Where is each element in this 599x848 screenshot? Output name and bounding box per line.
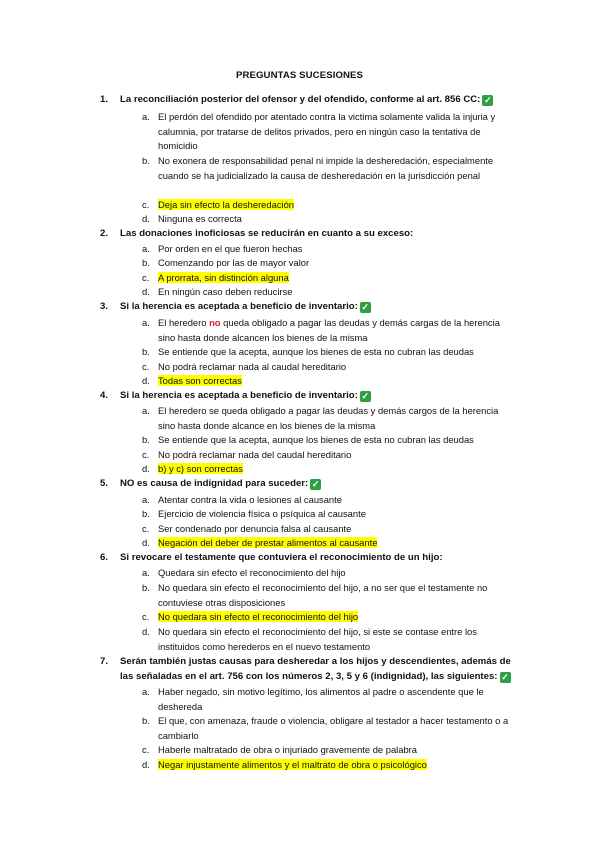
option-text-highlighted: b) y c) son correctas (158, 463, 243, 474)
option-letter: d. (142, 286, 150, 297)
option-letter: d. (142, 375, 150, 386)
option-5d (142, 536, 516, 551)
option-letter: d. (142, 537, 150, 548)
option-letter: a. (142, 494, 150, 505)
option-7a (142, 685, 516, 714)
option-text: Ser condenado por denuncia falsa al causante (158, 523, 352, 534)
option-4b (142, 433, 516, 448)
check-mark-icon: ✓ (501, 671, 509, 682)
question-number: 1. (100, 94, 109, 105)
option-2d (142, 285, 516, 300)
option-letter: b. (142, 715, 150, 726)
option-3b (142, 345, 516, 360)
option-text: Comenzando por las de mayor valor (158, 257, 310, 268)
option-2b (142, 256, 516, 271)
option-letter: b. (142, 508, 150, 519)
option-text: queda obligado a pagar las deudas y demás cargas de la herencia sino hasta donde alcancen los bienes de la misma (158, 317, 500, 343)
option-text: Haber negado, sin motivo legítimo, los alimentos al padre o ascendente que le deshereda (158, 686, 484, 712)
option-letter: b. (142, 155, 150, 166)
option-text-highlighted: Todas son correctas (158, 375, 242, 386)
option-letter: b. (142, 257, 150, 268)
option-1b (142, 154, 516, 183)
option-text-highlighted: Deja sin efecto la desheredación (158, 199, 295, 210)
question-number: 4. (100, 390, 109, 401)
option-letter: c. (142, 199, 150, 210)
option-3c (142, 360, 516, 375)
option-letter: c. (142, 611, 150, 622)
option-letter: a. (142, 243, 150, 254)
option-3a (142, 316, 516, 345)
option-text: No exonera de responsabilidad penal ni impide la desheredación, especialmente cuando se ha judicializado la causa de desheredación en la jurisdicción penal (158, 155, 494, 181)
question-2 (100, 227, 520, 242)
check-mark-icon: ✓ (361, 391, 370, 401)
option-letter: a. (142, 405, 150, 416)
question-number: 5. (100, 478, 109, 489)
option-5b (142, 507, 516, 522)
option-4d (142, 462, 516, 477)
option-1a (142, 110, 516, 154)
option-1d (142, 212, 516, 227)
check-mark-icon: ✓ (484, 95, 492, 105)
option-text: No quedara sin efecto el reconocimiento del hijo, si este se contase entre los instituidos como herederos en el nuevo testamento (158, 626, 477, 652)
question-number: 6. (100, 552, 109, 563)
option-letter: c. (142, 744, 150, 755)
option-letter: d. (142, 463, 150, 474)
option-text-highlighted: No quedara sin efecto el reconocimiento del hijo (158, 611, 359, 622)
option-6c (142, 610, 516, 625)
question-1 (100, 93, 520, 108)
option-text: Quedara sin efecto el reconocimiento del hijo (158, 567, 346, 578)
question-text: Si la herencia es aceptada a beneficio de inventario: (120, 390, 358, 401)
option-5c (142, 522, 516, 537)
option-text: El heredero se queda obligado a pagar las deudas y demás cargos de la herencia sino hasta donde alcance en los bienes de la misma (158, 405, 499, 431)
question-text: Si la herencia es aceptada a beneficio de inventario: (120, 301, 358, 312)
option-letter: d. (142, 626, 150, 637)
option-3d (142, 374, 516, 389)
option-letter: c. (142, 523, 150, 534)
question-text: Las donaciones inoficiosas se reducirán en cuanto a su exceso: (120, 228, 414, 239)
check-mark-icon: ✓ (361, 302, 370, 312)
question-number: 7. (100, 656, 109, 667)
question-number: 3. (100, 301, 109, 312)
option-text: Ejercicio de violencia física o psíquica al causante (158, 508, 366, 519)
question-text: NO es causa de indignidad para suceder: (120, 478, 309, 489)
option-letter: a. (142, 686, 150, 697)
option-letter: d. (142, 759, 150, 770)
option-letter: d. (142, 213, 150, 224)
option-letter: b. (142, 346, 150, 357)
question-6 (100, 551, 520, 566)
option-2c (142, 271, 516, 286)
option-text-highlighted: Negar injustamente alimentos y el maltrato de obra o psicológico (158, 759, 427, 770)
option-text: En ningún caso deben reducirse (158, 286, 293, 297)
option-text: No quedara sin efecto el reconocimiento del hijo, a no ser que el testamente no contuviese otras disposiciones (158, 582, 488, 608)
option-7d (142, 758, 516, 773)
option-text-red: no (209, 317, 221, 328)
option-6a (142, 566, 516, 581)
question-3 (100, 300, 520, 315)
check-mark-icon: ✓ (311, 479, 320, 489)
question-7 (100, 655, 525, 684)
question-5 (100, 477, 520, 492)
option-letter: b. (142, 434, 150, 445)
option-5a (142, 493, 516, 508)
option-text-highlighted: Negación del deber de prestar alimentos al causante (158, 537, 378, 548)
option-letter: a. (142, 567, 150, 578)
option-4a (142, 404, 516, 433)
option-6b (142, 581, 516, 610)
option-letter: c. (142, 272, 150, 283)
option-text: Se entiende que la acepta, aunque los bienes de esta no cubran las deudas (158, 434, 474, 445)
question-text: Serán también justas causas para desheredar a los hijos y descendientes, además de las señaladas en el art. 756 con los números 2, 3, 5 y 6 (indignidad), las siguientes: (120, 656, 511, 682)
option-text: Se entiende que la acepta, aunque los bienes de esta no cubran las deudas (158, 346, 474, 357)
question-4 (100, 389, 520, 404)
question-text: Si revocare el testamente que contuviera el reconocimiento de un hijo: (120, 552, 443, 563)
option-text: Haberle maltratado de obra o injuriado gravemente de palabra (158, 744, 418, 755)
option-1c (142, 198, 516, 213)
option-7c (142, 743, 516, 758)
question-text: La reconciliación posterior del ofensor y del ofendido, conforme al art. 856 CC: (120, 94, 481, 105)
option-2a (142, 242, 516, 257)
option-text: El que, con amenaza, fraude o violencia, obligare al testador a hacer testamento o a cambiarlo (158, 715, 509, 741)
option-text-highlighted: A prorrata, sin distinción alguna (158, 272, 289, 283)
option-letter: c. (142, 361, 150, 372)
option-letter: a. (142, 111, 150, 122)
option-6d (142, 625, 516, 654)
option-text: No podrá reclamar nada al caudal hereditario (158, 361, 347, 372)
option-text: El perdón del ofendido por atentado contra la victima solamente valida la injuria y calumnia, por tratarse de delitos privados, pero en ningún caso la tentativa de homicidio (158, 111, 496, 152)
option-letter: b. (142, 582, 150, 593)
option-text: Ninguna es correcta (158, 213, 242, 224)
option-4c (142, 448, 516, 463)
option-7b (142, 714, 516, 743)
question-number: 2. (100, 228, 109, 239)
option-text: El heredero (158, 317, 207, 328)
option-text: No podrá reclamar nada del caudal hereditario (158, 449, 352, 460)
option-letter: a. (142, 317, 150, 328)
option-text: Atentar contra la vida o lesiones al causante (158, 494, 342, 505)
page-title: PREGUNTAS SUCESIONES (235, 70, 364, 81)
option-text: Por orden en el que fueron hechas (158, 243, 303, 254)
option-letter: c. (142, 449, 150, 460)
